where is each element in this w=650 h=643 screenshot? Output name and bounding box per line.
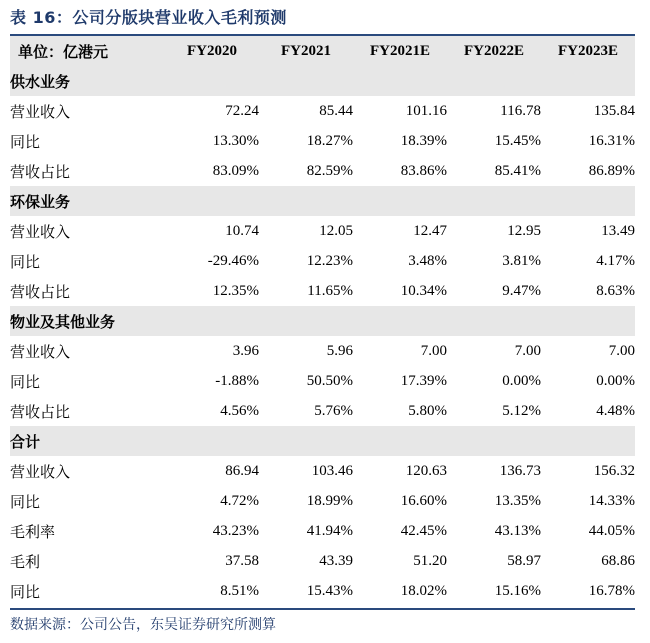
value-cell: 86.94: [225, 462, 259, 479]
row-label: 营收占比: [10, 402, 71, 421]
table-row: [10, 396, 635, 426]
table-row: [10, 246, 635, 276]
value-cell: 7.00: [420, 342, 447, 359]
table-row: [10, 456, 635, 486]
value-cell: 44.05%: [588, 522, 635, 539]
value-cell: 120.63: [405, 462, 447, 479]
value-cell: 103.46: [311, 462, 353, 479]
table-row: [10, 546, 635, 576]
section-header-row: [10, 66, 635, 96]
value-cell: 116.78: [500, 102, 541, 119]
value-cell: 13.35%: [494, 492, 541, 509]
section-header-row: [10, 186, 635, 216]
value-cell: -1.88%: [215, 372, 259, 389]
value-cell: 4.56%: [220, 402, 259, 419]
source-note: 数据来源：公司公告，东吴证券研究所测算: [10, 617, 276, 633]
value-cell: 7.00: [514, 342, 541, 359]
year-header: FY2022E: [447, 36, 541, 66]
value-cell: 5.96: [326, 342, 353, 359]
value-cell: 0.00%: [596, 372, 635, 389]
row-label: 营业收入: [10, 102, 71, 121]
value-cell: 18.39%: [400, 132, 447, 149]
value-cell: 68.86: [601, 552, 635, 569]
value-cell: 3.96: [232, 342, 259, 359]
row-label: 同比: [10, 252, 41, 271]
value-cell: 14.33%: [588, 492, 635, 509]
section-title: 供水业务: [10, 66, 635, 96]
value-cell: 83.09%: [212, 162, 259, 179]
value-cell: 12.35%: [212, 282, 259, 299]
value-cell: 18.27%: [306, 132, 353, 149]
value-cell: 13.49: [601, 222, 635, 239]
table-row: [10, 336, 635, 366]
table-row: [10, 96, 635, 126]
value-cell: 8.63%: [596, 282, 635, 299]
value-cell: 5.80%: [408, 402, 447, 419]
year-header: FY2023E: [541, 36, 635, 66]
row-label: 毛利: [10, 552, 41, 571]
value-cell: 136.73: [499, 462, 541, 479]
value-cell: 16.31%: [588, 132, 635, 149]
row-label: 营收占比: [10, 162, 71, 181]
value-cell: 15.16%: [494, 582, 541, 599]
row-label: 营收占比: [10, 282, 71, 301]
value-cell: 58.97: [507, 552, 541, 569]
table-row: [10, 366, 635, 396]
year-header: FY2021: [259, 36, 353, 66]
row-label: 同比: [10, 132, 41, 151]
value-cell: 156.32: [593, 462, 635, 479]
row-label: 营业收入: [10, 462, 71, 481]
year-header: FY2020: [165, 36, 259, 66]
value-cell: 41.94%: [306, 522, 353, 539]
value-cell: 50.50%: [306, 372, 353, 389]
table-row: [10, 276, 635, 306]
section-header-row: [10, 426, 635, 456]
section-title: 合计: [10, 426, 635, 456]
section-title: 环保业务: [10, 186, 635, 216]
table-row: [10, 156, 635, 186]
value-cell: 85.41%: [494, 162, 541, 179]
section-header-row: [10, 306, 635, 336]
row-label: 同比: [10, 582, 41, 601]
table-row: [10, 486, 635, 516]
value-cell: 11.65%: [307, 282, 353, 299]
section-title: 物业及其他业务: [10, 306, 635, 336]
row-label: 毛利率: [10, 522, 56, 541]
value-cell: 43.39: [319, 552, 353, 569]
value-cell: 12.95: [507, 222, 541, 239]
value-cell: 4.72%: [220, 492, 259, 509]
value-cell: 3.48%: [408, 252, 447, 269]
financial-table: [10, 36, 635, 606]
value-cell: 43.23%: [212, 522, 259, 539]
value-cell: 18.99%: [306, 492, 353, 509]
table-row: [10, 126, 635, 156]
value-cell: 83.86%: [400, 162, 447, 179]
value-cell: 12.47: [413, 222, 447, 239]
table-title: 表 16：公司分版块营业收入毛利预测: [10, 8, 287, 27]
value-cell: 82.59%: [306, 162, 353, 179]
row-label: 营业收入: [10, 222, 71, 241]
value-cell: 135.84: [593, 102, 635, 119]
value-cell: 37.58: [225, 552, 259, 569]
value-cell: 13.30%: [212, 132, 259, 149]
value-cell: 17.39%: [400, 372, 447, 389]
value-cell: 8.51%: [220, 582, 259, 599]
value-cell: 86.89%: [588, 162, 635, 179]
value-cell: 15.45%: [494, 132, 541, 149]
year-header: FY2021E: [353, 36, 447, 66]
value-cell: 5.12%: [502, 402, 541, 419]
value-cell: 5.76%: [314, 402, 353, 419]
row-label: 营业收入: [10, 342, 71, 361]
value-cell: 12.23%: [306, 252, 353, 269]
value-cell: 51.20: [413, 552, 447, 569]
value-cell: 4.17%: [596, 252, 635, 269]
value-cell: 43.13%: [494, 522, 541, 539]
value-cell: 16.78%: [588, 582, 635, 599]
bottom-rule: [10, 608, 635, 610]
row-label: 同比: [10, 492, 41, 511]
value-cell: 72.24: [225, 102, 259, 119]
value-cell: 18.02%: [400, 582, 447, 599]
value-cell: 15.43%: [306, 582, 353, 599]
table-row: [10, 516, 635, 546]
table-body: [10, 36, 635, 606]
table-row: [10, 216, 635, 246]
value-cell: 12.05: [319, 222, 353, 239]
value-cell: 101.16: [405, 102, 447, 119]
unit-label: 单位：亿港元: [10, 36, 165, 66]
value-cell: 3.81%: [502, 252, 541, 269]
value-cell: 7.00: [608, 342, 635, 359]
value-cell: 85.44: [319, 102, 353, 119]
value-cell: 10.74: [225, 222, 259, 239]
value-cell: 0.00%: [502, 372, 541, 389]
value-cell: 42.45%: [400, 522, 447, 539]
value-cell: -29.46%: [207, 252, 259, 269]
value-cell: 4.48%: [596, 402, 635, 419]
row-label: 同比: [10, 372, 41, 391]
header-row: [10, 36, 635, 66]
value-cell: 16.60%: [400, 492, 447, 509]
value-cell: 10.34%: [400, 282, 447, 299]
value-cell: 9.47%: [502, 282, 541, 299]
table-row: [10, 576, 635, 606]
